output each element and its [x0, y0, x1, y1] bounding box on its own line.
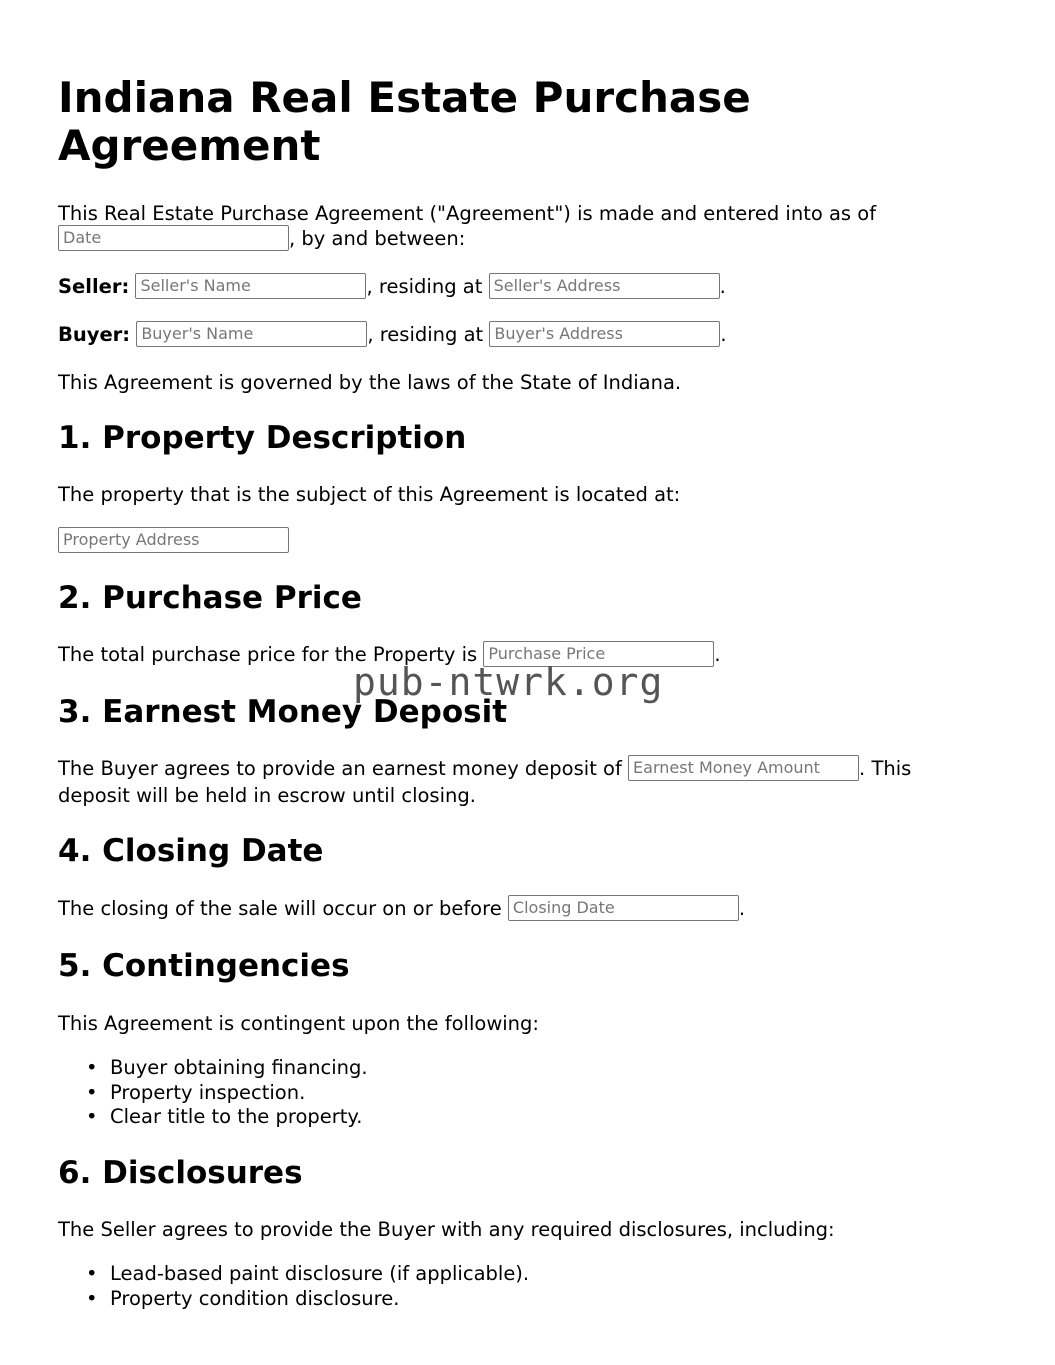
earnest-money-line-1: The Buyer agrees to provide an earnest money deposit of Earnest Money Amount . This — [58, 756, 911, 783]
contingencies-list — [58, 1056, 368, 1130]
intro-line-1: This Real Estate Purchase Agreement ("Agreement") is made and entered into as of — [58, 202, 877, 225]
property-address-input[interactable] — [58, 527, 289, 553]
disclosures-list — [58, 1262, 529, 1311]
seller-label: Seller: — [58, 275, 130, 298]
closing-date-line: The closing of the sale will occur on or before Closing Date . — [58, 896, 745, 923]
property-description-text: The property that is the subject of this Agreement is located at: — [58, 483, 681, 506]
seller-line: Seller: Seller's Name , residing at Seller's Address . — [58, 274, 726, 301]
purchase-price-line: The total purchase price for the Property is Purchase Price . — [58, 642, 721, 669]
seller-address-input[interactable] — [489, 273, 720, 299]
property-address-line — [58, 528, 289, 555]
buyer-line: Buyer: Buyer's Name , residing at Buyer's Address . — [58, 322, 727, 349]
intro-line-2: Date, by and between: — [58, 226, 465, 253]
buyer-address-input[interactable] — [489, 321, 720, 347]
section-heading-contingencies: 5. Contingencies — [58, 948, 350, 984]
document-title: Indiana Real Estate Purchase Agreement — [58, 73, 751, 170]
list-item: • Clear title to the property. — [58, 1105, 368, 1130]
section-heading-closing-date: 4. Closing Date — [58, 833, 324, 869]
section-heading-property-description: 1. Property Description — [58, 420, 467, 456]
seller-name-input[interactable] — [135, 273, 366, 299]
date-input[interactable] — [58, 225, 289, 251]
list-item: • Property condition disclosure. — [58, 1287, 529, 1312]
watermark: pub-ntwrk.org — [353, 660, 664, 704]
disclosures-text: The Seller agrees to provide the Buyer with any required disclosures, including: — [58, 1218, 835, 1241]
contingencies-text: This Agreement is contingent upon the following: — [58, 1012, 539, 1035]
closing-date-input[interactable] — [508, 895, 739, 921]
buyer-name-input[interactable] — [136, 321, 367, 347]
earnest-money-line-2: deposit will be held in escrow until closing. — [58, 784, 476, 807]
list-item: • Lead-based paint disclosure (if applicable). — [58, 1262, 529, 1287]
section-heading-disclosures: 6. Disclosures — [58, 1155, 303, 1191]
buyer-label: Buyer: — [58, 323, 131, 346]
earnest-money-input[interactable] — [628, 755, 859, 781]
governing-law-text: This Agreement is governed by the laws of the State of Indiana. — [58, 371, 682, 394]
section-heading-purchase-price: 2. Purchase Price — [58, 580, 362, 616]
list-item: • Property inspection. — [58, 1081, 368, 1106]
section-heading-earnest-money: 3. Earnest Money Deposit — [58, 694, 508, 730]
list-item: • Buyer obtaining financing. — [58, 1056, 368, 1081]
